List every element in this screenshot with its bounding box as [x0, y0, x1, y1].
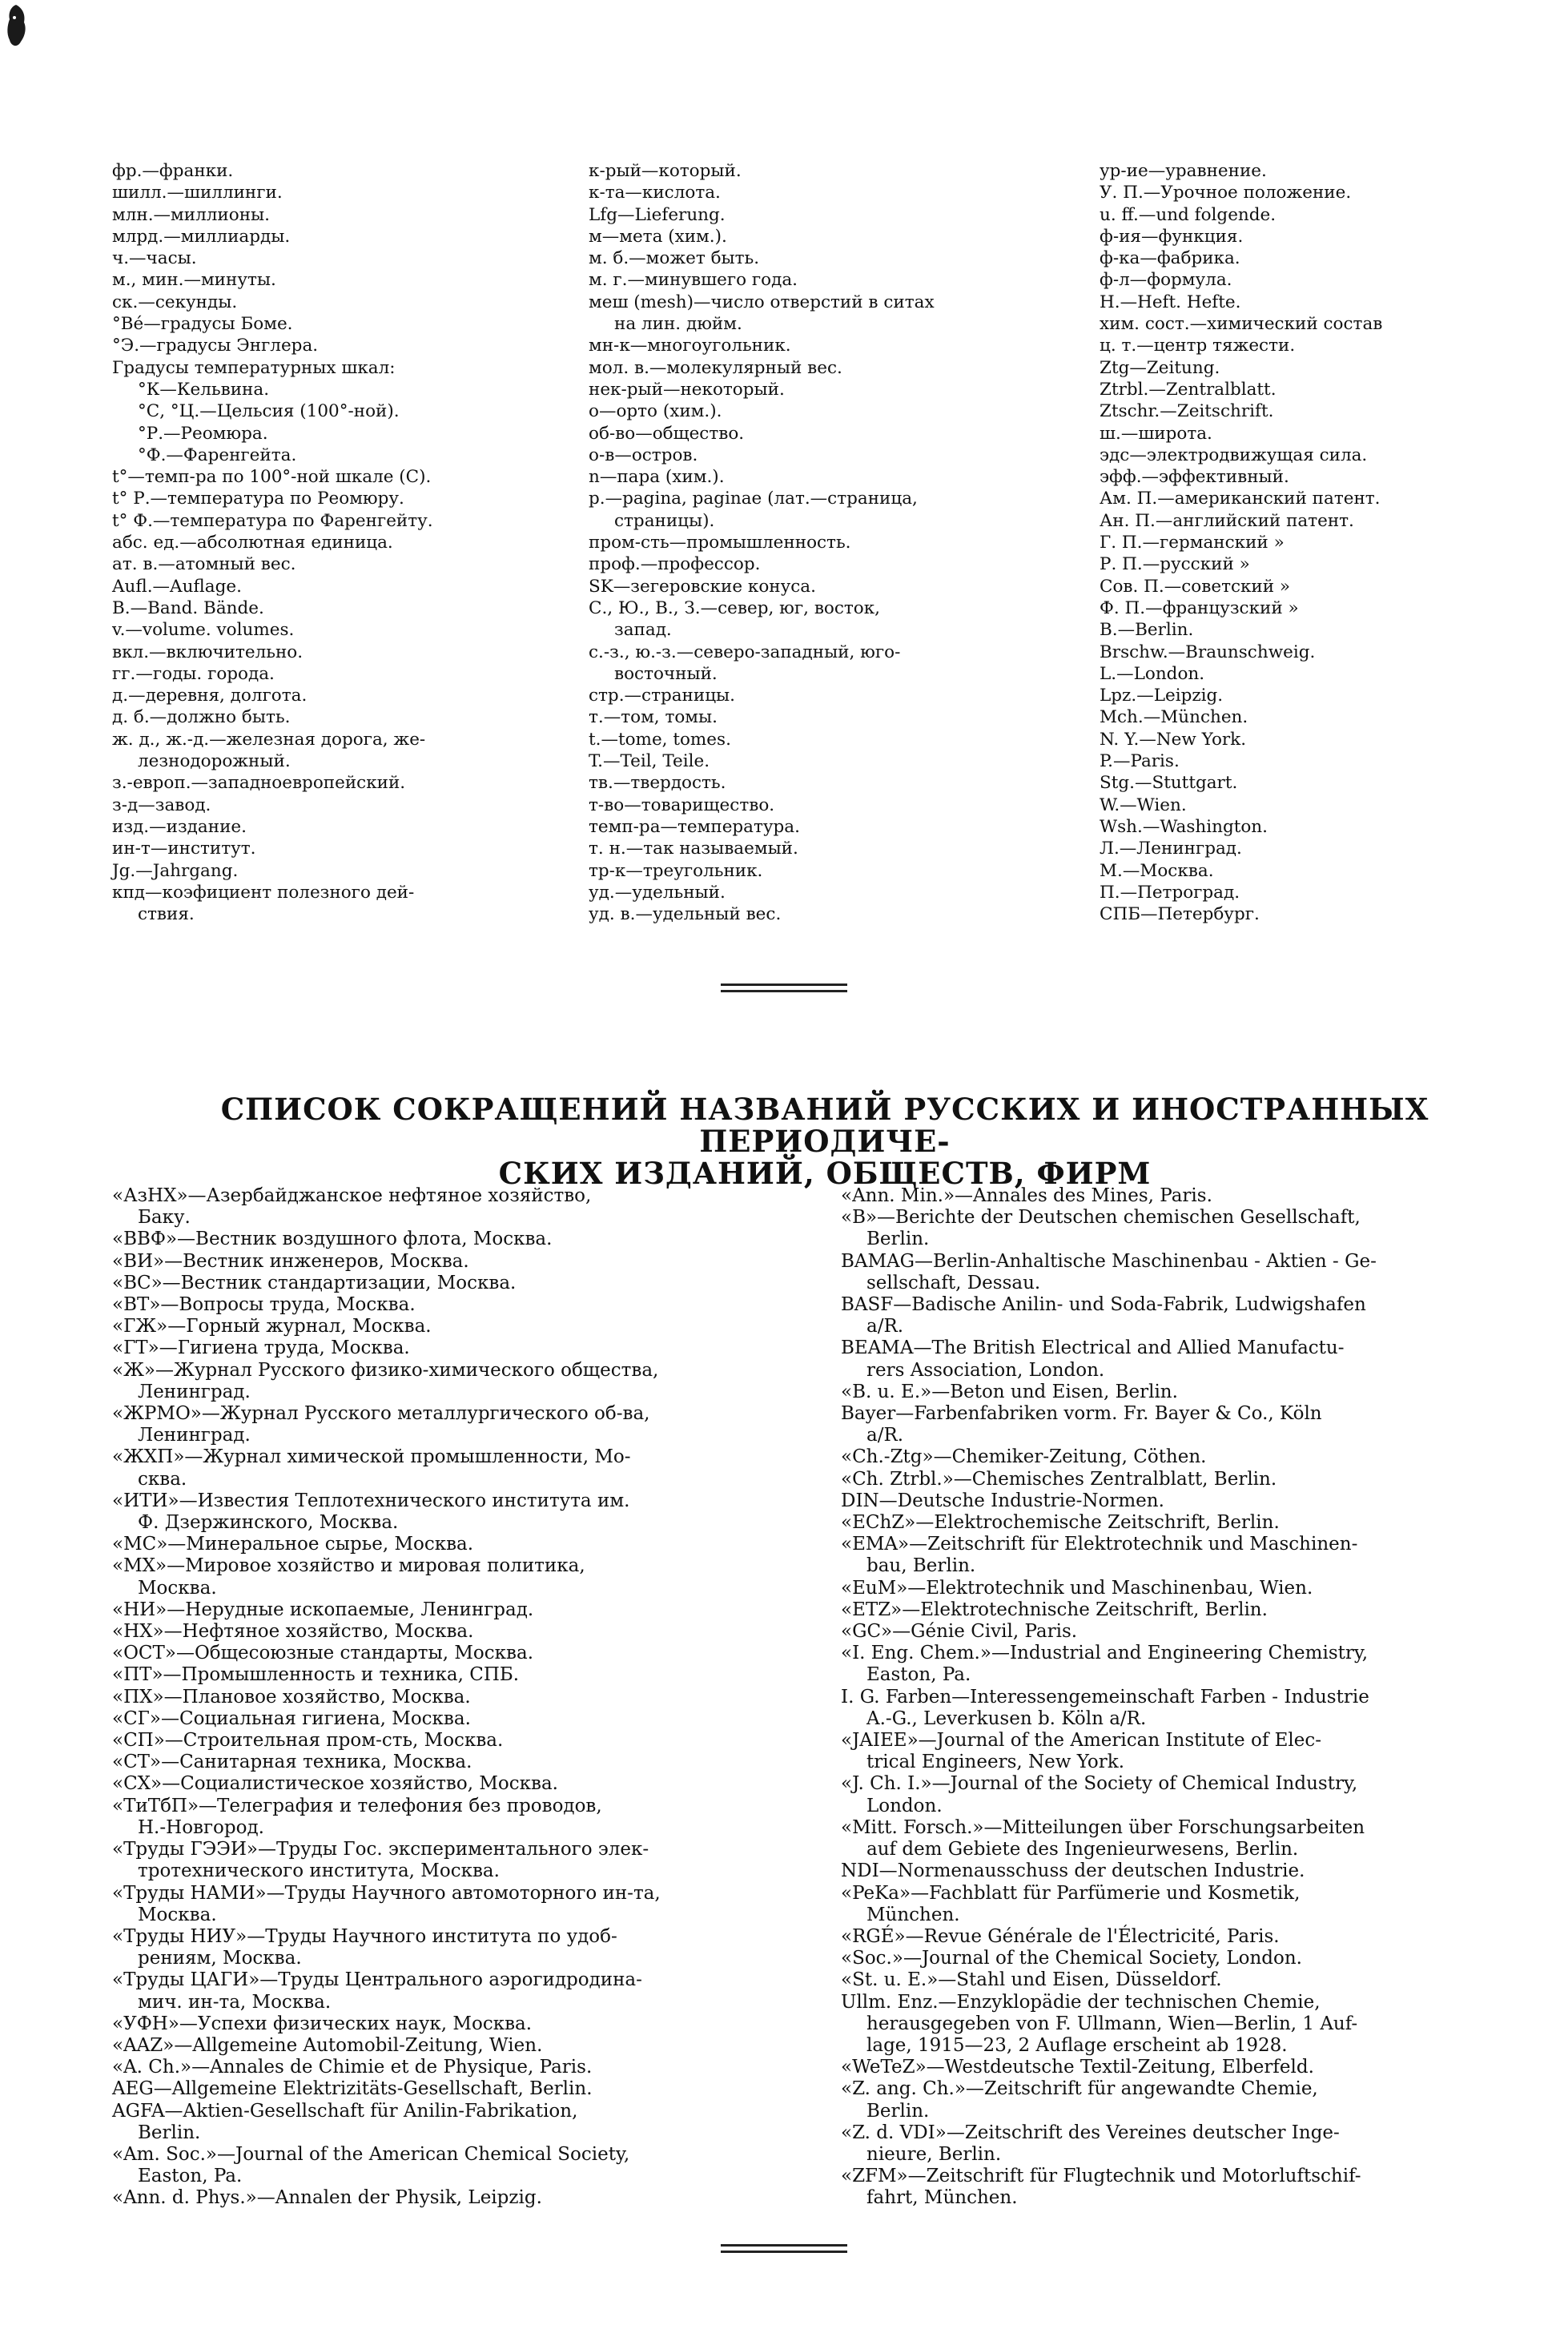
separator-rule: [721, 2244, 847, 2247]
list-item: М.—Москва.: [1100, 860, 1214, 881]
list-item: B.—Band. Bände.: [112, 597, 264, 618]
list-item: на лин. дюйм.: [614, 314, 742, 335]
list-item: абс. ед.—абсолютная единица.: [112, 533, 393, 553]
list-item: Г. П.—германский »: [1100, 533, 1285, 553]
list-item: шилл.—шиллинги.: [112, 183, 283, 203]
list-item: London.: [866, 1795, 943, 1816]
list-item: H.—Heft. Hefte.: [1100, 292, 1241, 312]
list-item: пром-сть—промышленность.: [589, 533, 851, 553]
list-item: DIN—Deutsche Industrie-Normen.: [841, 1490, 1164, 1511]
list-item: мол. в.—молекулярный вес.: [589, 357, 842, 378]
list-item: страницы).: [614, 510, 715, 531]
list-item: «ЖРМО»—Журнал Русского металлургического об-ва,: [112, 1403, 650, 1425]
list-item: ат. в.—атомный вес.: [112, 554, 296, 575]
list-item: «Z. d. VDI»—Zeitschrift des Vereines deutscher Inge-: [841, 2122, 1340, 2143]
list-item: м., мин.—минуты.: [112, 270, 276, 291]
list-item: «Ann. d. Phys.»—Annalen der Physik, Leipzig.: [112, 2187, 542, 2209]
list-item: Mch.—München.: [1100, 707, 1248, 728]
list-item: «RGÉ»—Revue Générale de l'Électricité, Paris.: [841, 1925, 1280, 1947]
list-item: Easton, Pa.: [866, 1664, 971, 1686]
list-item: t° Р.—температура по Реомюру.: [112, 489, 404, 509]
list-item: Ztschr.—Zeitschrift.: [1100, 401, 1274, 422]
separator-rule: [721, 2251, 847, 2253]
list-item: т-во—товарищество.: [589, 794, 775, 815]
list-item: sellschaft, Dessau.: [866, 1272, 1041, 1293]
list-item: Ztrbl.—Zentralblatt.: [1100, 379, 1277, 400]
list-item: Градусы температурных шкал:: [112, 357, 396, 378]
list-item: вкл.—включительно.: [112, 642, 304, 662]
list-item: t° Ф.—температура по Фаренгейту.: [112, 510, 433, 531]
list-item: м. б.—может быть.: [589, 248, 760, 269]
list-item: ф-ка—фабрика.: [1100, 248, 1240, 269]
list-item: «Z. ang. Ch.»—Zeitschrift für angewandte Chemie,: [841, 2078, 1318, 2100]
list-item: «ПТ»—Промышленность и техника, СПБ.: [112, 1664, 520, 1686]
separator-rule: [721, 990, 847, 992]
list-item: мн-к—многоугольник.: [589, 336, 791, 356]
list-item: ш.—широта.: [1100, 423, 1212, 444]
list-item: «Am. Soc.»—Journal of the American Chemical Society,: [112, 2143, 630, 2165]
corner-ink-mark: [5, 3, 27, 50]
list-item: «ИТИ»—Известия Теплотехнического института им.: [112, 1490, 630, 1511]
list-item: т. н.—так называемый.: [589, 839, 798, 859]
list-item: BASF—Badische Anilin- und Soda-Fabrik, Ludwigshafen: [841, 1294, 1366, 1316]
list-item: Aufl.—Auflage.: [112, 576, 242, 597]
list-item: П.—Петроград.: [1100, 882, 1240, 903]
list-item: восточный.: [614, 663, 718, 684]
list-item: з.-европ.—западноевропейский.: [112, 773, 406, 794]
list-item: ин-т—институт.: [112, 839, 256, 859]
section-title-line-2: СКИХ ИЗДАНИЙ, ОБЩЕСТВ, ФИРМ: [498, 1156, 1152, 1191]
list-item: Р. П.—русский »: [1100, 554, 1250, 575]
list-item: bau, Berlin.: [866, 1555, 976, 1577]
list-item: м. г.—минувшего года.: [589, 270, 798, 291]
list-item: д.—деревня, долгота.: [112, 686, 308, 706]
list-item: «ВТ»—Вопросы труда, Москва.: [112, 1294, 416, 1316]
list-item: NDI—Normenausschuss der deutschen Industrie.: [841, 1860, 1305, 1882]
list-item: Ленинград.: [138, 1381, 251, 1402]
list-item: «Ж»—Журнал Русского физико-химического общества,: [112, 1359, 659, 1381]
list-item: I. G. Farben—Interessengemeinschaft Farben - Industrie: [841, 1686, 1369, 1708]
list-item: herausgegeben von F. Ullmann, Wien—Berlin, 1 Auf-: [866, 2013, 1358, 2034]
list-item: ц. т.—центр тяжести.: [1100, 336, 1296, 356]
list-item: fahrt, München.: [866, 2187, 1018, 2209]
list-item: Wsh.—Washington.: [1100, 816, 1268, 837]
list-item: Lfg—Lieferung.: [589, 204, 726, 225]
list-item: «WeTeZ»—Westdeutsche Textil-Zeitung, Elberfeld.: [841, 2057, 1314, 2078]
list-item: Ф. Дзержинского, Москва.: [138, 1512, 399, 1534]
list-item: к-рый—который.: [589, 161, 742, 181]
list-item: ф-л—формула.: [1100, 270, 1232, 291]
list-item: фр.—франки.: [112, 161, 234, 181]
list-item: С., Ю., В., З.—север, юг, восток,: [589, 597, 881, 618]
list-item: «МХ»—Мировое хозяйство и мировая политика,: [112, 1555, 585, 1577]
list-item: ф-ия—функция.: [1100, 226, 1244, 247]
list-item: «ETZ»—Elektrotechnische Zeitschrift, Berlin.: [841, 1599, 1268, 1620]
list-item: «GC»—Génie Civil, Paris.: [841, 1621, 1078, 1643]
list-item: «СТ»—Санитарная техника, Москва.: [112, 1752, 472, 1773]
list-item: t.—tome, tomes.: [589, 729, 731, 750]
list-item: Москва.: [138, 1577, 217, 1599]
list-item: Л.—Ленинград.: [1100, 839, 1242, 859]
list-item: нек-рый—некоторый.: [589, 379, 785, 400]
list-item: д. б.—должно быть.: [112, 707, 291, 728]
list-item: гг.—годы. города.: [112, 663, 275, 684]
list-item: v.—volume. volumes.: [112, 620, 295, 641]
list-item: тв.—твердость.: [589, 773, 726, 794]
list-item: темп-ра—температура.: [589, 816, 800, 837]
list-item: a/R.: [866, 1425, 904, 1446]
list-item: «ВС»—Вестник стандартизации, Москва.: [112, 1272, 517, 1293]
list-item: L.—London.: [1100, 663, 1205, 684]
list-item: У. П.—Урочное положение.: [1100, 183, 1352, 203]
list-item: «ОСТ»—Общесоюзные стандарты, Москва.: [112, 1643, 534, 1664]
list-item: «АзНХ»—Азербайджанское нефтяное хозяйство,: [112, 1185, 592, 1206]
list-item: BEAMA—The British Electrical and Allied Manufactu-: [841, 1337, 1345, 1359]
list-item: «JAIEE»—Journal of the American Institute of Elec-: [841, 1730, 1322, 1752]
list-item: «B»—Berichte der Deutschen chemischen Gesellschaft,: [841, 1207, 1361, 1229]
list-item: «НИ»—Нерудные ископаемые, Ленинград.: [112, 1599, 534, 1620]
list-item: N. Y.—New York.: [1100, 729, 1247, 750]
list-item: «ПХ»—Плановое хозяйство, Москва.: [112, 1686, 471, 1708]
separator-rule: [721, 983, 847, 986]
list-item: rers Association, London.: [866, 1359, 1105, 1381]
list-item: «St. u. E.»—Stahl und Eisen, Düsseldorf.: [841, 1969, 1222, 1991]
list-item: «Труды НИУ»—Труды Научного института по удоб-: [112, 1925, 617, 1947]
list-item: ск.—секунды.: [112, 292, 238, 312]
abbreviations-column-3: [1100, 160, 1548, 925]
abbreviations-column-2: [589, 160, 1101, 925]
list-item: München.: [866, 1904, 960, 1925]
list-item: Berlin.: [866, 2100, 930, 2122]
list-item: «AAZ»—Allgemeine Automobil-Zeitung, Wien.: [112, 2034, 543, 2056]
list-item: auf dem Gebiete des Ingenieurwesens, Berlin.: [866, 1839, 1299, 1860]
abbreviations-section: [112, 160, 1538, 945]
list-item: ур-ие—уравнение.: [1100, 161, 1267, 181]
list-item: «Ann. Min.»—Annales des Mines, Paris.: [841, 1185, 1212, 1206]
list-item: Berlin.: [138, 2122, 201, 2143]
list-item: °Ф.—Фаренгейта.: [138, 444, 297, 465]
abbreviations-column-1: [112, 160, 561, 925]
list-item: lage, 1915—23, 2 Auflage erscheint ab 1928.: [866, 2034, 1288, 2056]
list-item: Баку.: [138, 1207, 191, 1229]
list-item: Brschw.—Braunschweig.: [1100, 642, 1316, 662]
list-item: «Труды ЦАГИ»—Труды Центрального аэрогидродина-: [112, 1969, 642, 1991]
list-item: Ф. П.—французский »: [1100, 597, 1299, 618]
list-item: Berlin.: [866, 1229, 930, 1250]
list-item: эдс—электродвижущая сила.: [1100, 444, 1368, 465]
list-item: запад.: [614, 620, 672, 641]
list-item: о-в—остров.: [589, 444, 698, 465]
list-item: Сов. П.—советский »: [1100, 576, 1291, 597]
list-item: «ГЖ»—Горный журнал, Москва.: [112, 1316, 432, 1337]
list-item: «EChZ»—Elektrochemische Zeitschrift, Berlin.: [841, 1512, 1280, 1534]
list-item: Bayer—Farbenfabriken vorm. Fr. Bayer & Co., Köln: [841, 1403, 1322, 1425]
list-item: «Mitt. Forsch.»—Mitteilungen über Forschungsarbeiten: [841, 1816, 1365, 1838]
list-item: «Soc.»—Journal of the Chemical Society, London.: [841, 1948, 1302, 1969]
list-item: СПБ—Петербург.: [1100, 904, 1260, 925]
list-item: ч.—часы.: [112, 248, 197, 269]
list-item: u. ff.—und folgende.: [1100, 204, 1277, 225]
section-title-line-1: СПИСОК СОКРАЩЕНИЙ НАЗВАНИЙ РУССКИХ И ИНОСТРАННЫХ ПЕРИОДИЧЕ-: [220, 1092, 1429, 1159]
list-item: AGFA—Aktien-Gesellschaft für Anilin-Fabrikation,: [112, 2100, 578, 2122]
list-item: «A. Ch.»—Annales de Chimie et de Physique, Paris.: [112, 2057, 593, 2078]
list-item: t°—темп-ра по 100°-ной шкале (С).: [112, 467, 432, 488]
list-item: лезнодорожный.: [138, 751, 291, 772]
list-item: з-д—завод.: [112, 794, 211, 815]
periodicals-column-right: [841, 1185, 1538, 2210]
list-item: с.-з., ю.-з.—северо-западный, юго-: [589, 642, 901, 662]
list-item: рениям, Москва.: [138, 1948, 302, 1969]
list-item: ж. д., ж.-д.—железная дорога, же-: [112, 729, 426, 750]
list-item: сква.: [138, 1468, 187, 1490]
list-item: W.—Wien.: [1100, 794, 1187, 815]
list-item: «УФН»—Успехи физических наук, Москва.: [112, 2013, 533, 2034]
list-item: «НХ»—Нефтяное хозяйство, Москва.: [112, 1621, 474, 1643]
list-item: nieure, Berlin.: [866, 2143, 1002, 2165]
periodicals-column-left: [112, 1185, 805, 2210]
list-item: °Вé—градусы Боме.: [112, 314, 293, 335]
list-item: B.—Berlin.: [1100, 620, 1194, 641]
list-item: об-во—общество.: [589, 423, 745, 444]
list-item: SK—зегеровские конуса.: [589, 576, 816, 597]
list-item: уд.—удельный.: [589, 882, 726, 903]
list-item: «Ch.-Ztg»—Chemiker-Zeitung, Cöthen.: [841, 1446, 1207, 1468]
list-item: Ullm. Enz.—Enzyklopädie der technischen Chemie,: [841, 1991, 1321, 2013]
list-item: BAMAG—Berlin-Anhaltische Maschinenbau - Aktien - Ge-: [841, 1250, 1377, 1272]
list-item: меш (mesh)—число отверстий в ситах: [589, 292, 935, 312]
list-item: стр.—страницы.: [589, 686, 735, 706]
list-item: т.—том, томы.: [589, 707, 718, 728]
list-item: «PeKa»—Fachblatt für Parfümerie und Kosmetik,: [841, 1882, 1301, 1904]
list-item: мич. ин-та, Москва.: [138, 1991, 332, 2013]
list-item: «Труды НАМИ»—Труды Научного автомоторного ин-та,: [112, 1882, 661, 1904]
list-item: «ТиТбП»—Телеграфия и телефония без проводов,: [112, 1795, 602, 1816]
list-item: «Ch. Ztrbl.»—Chemisches Zentralblatt, Berlin.: [841, 1468, 1277, 1490]
list-item: «Труды ГЭЭИ»—Труды Гос. экспериментального элек-: [112, 1839, 649, 1860]
list-item: «ВИ»—Вестник инженеров, Москва.: [112, 1250, 469, 1272]
list-item: «I. Eng. Chem.»—Industrial and Engineering Chemistry,: [841, 1643, 1369, 1664]
list-item: Ленинград.: [138, 1425, 251, 1446]
list-item: a/R.: [866, 1316, 904, 1337]
list-item: «СП»—Строительная пром-сть, Москва.: [112, 1730, 504, 1752]
list-item: млн.—миллионы.: [112, 204, 270, 225]
list-item: ствия.: [138, 904, 195, 925]
list-item: Москва.: [138, 1904, 217, 1925]
list-item: AEG—Allgemeine Elektrizitäts-Gesellschaft, Berlin.: [112, 2078, 593, 2100]
list-item: «B. u. E.»—Beton und Eisen, Berlin.: [841, 1381, 1178, 1402]
list-item: «J. Ch. I.»—Journal of the Society of Chemical Industry,: [841, 1773, 1358, 1795]
section-title: [112, 1093, 1538, 1189]
list-item: Ам. П.—американский патент.: [1100, 489, 1381, 509]
list-item: n—пара (хим.).: [589, 467, 725, 488]
list-item: Jg.—Jahrgang.: [112, 860, 239, 881]
list-item: уд. в.—удельный вес.: [589, 904, 782, 925]
list-item: о—орто (хим.).: [589, 401, 722, 422]
list-item: млрд.—миллиарды.: [112, 226, 291, 247]
list-item: °Э.—градусы Энглера.: [112, 336, 319, 356]
list-item: изд.—издание.: [112, 816, 247, 837]
list-item: м—мета (хим.).: [589, 226, 727, 247]
list-item: «СХ»—Социалистическое хозяйство, Москва.: [112, 1773, 558, 1795]
list-item: к-та—кислота.: [589, 183, 721, 203]
list-item: P.—Paris.: [1100, 751, 1180, 772]
list-item: °К—Кельвина.: [138, 379, 270, 400]
list-item: «МС»—Минеральное сырье, Москва.: [112, 1534, 474, 1555]
list-item: хим. сост.—химический состав: [1100, 314, 1383, 335]
list-item: кпд—коэфициент полезного дей-: [112, 882, 415, 903]
list-item: тр-к—треугольник.: [589, 860, 763, 881]
list-item: «ГТ»—Гигиена труда, Москва.: [112, 1337, 410, 1359]
list-item: °Р.—Реомюра.: [138, 423, 268, 444]
list-item: «СГ»—Социальная гигиена, Москва.: [112, 1708, 471, 1729]
list-item: p.—pagina, paginae (лат.—страница,: [589, 489, 918, 509]
list-item: «ЖХП»—Журнал химической промышленности, Мо-: [112, 1446, 631, 1468]
list-item: A.-G., Leverkusen b. Köln a/R.: [866, 1708, 1147, 1729]
list-item: T.—Teil, Teile.: [589, 751, 710, 772]
list-item: Ан. П.—английский патент.: [1100, 510, 1354, 531]
list-item: «EMA»—Zeitschrift für Elektrotechnik und Maschinen-: [841, 1534, 1358, 1555]
list-item: Easton, Pa.: [138, 2166, 243, 2187]
list-item: Н.-Новгород.: [138, 1816, 264, 1838]
list-item: «ZFM»—Zeitschrift für Flugtechnik und Motorluftschif-: [841, 2166, 1361, 2187]
list-item: «EuM»—Elektrotechnik und Maschinenbau, Wien.: [841, 1577, 1313, 1599]
periodicals-section: [112, 1185, 1538, 2209]
list-item: «ВВФ»—Вестник воздушного флота, Москва.: [112, 1229, 553, 1250]
list-item: Ztg—Zeitung.: [1100, 357, 1220, 378]
list-item: Lpz.—Leipzig.: [1100, 686, 1224, 706]
list-item: проф.—профессор.: [589, 554, 761, 575]
list-item: тротехнического института, Москва.: [138, 1860, 500, 1882]
list-item: Stg.—Stuttgart.: [1100, 773, 1238, 794]
list-item: эфф.—эффективный.: [1100, 467, 1289, 488]
list-item: °С, °Ц.—Цельсия (100°-ной).: [138, 401, 400, 422]
list-item: trical Engineers, New York.: [866, 1752, 1124, 1773]
